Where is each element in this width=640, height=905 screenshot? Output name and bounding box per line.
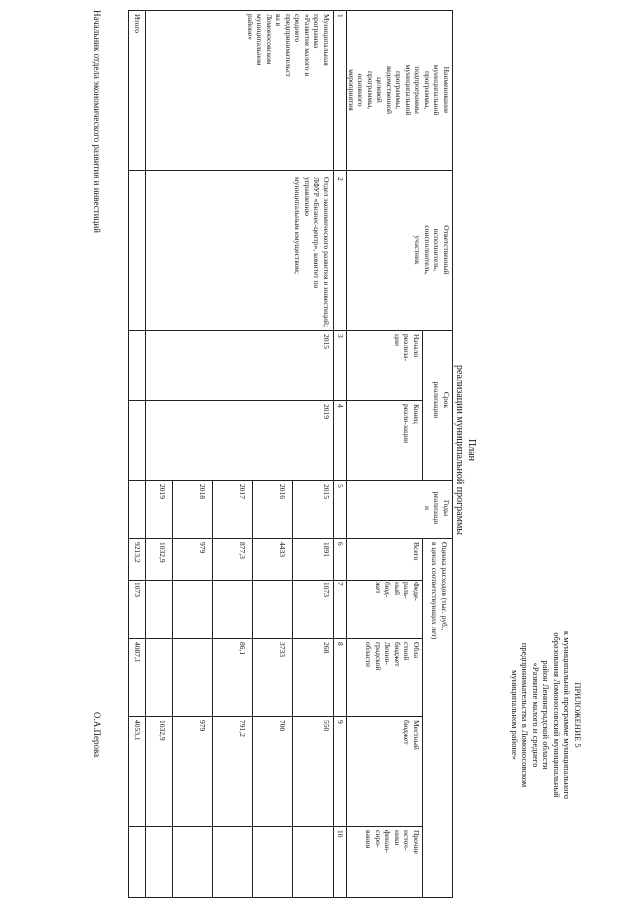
program-start: 2015 xyxy=(322,334,331,349)
totals-regional: 4087,1 xyxy=(133,642,142,663)
col-number-3: 3 xyxy=(336,334,345,338)
program-name: Муниципальная программа «Развитие малого и среднего предпринимательст ва в Ломоносовском муниципальном районе» xyxy=(246,14,331,77)
appendix-header: ПРИЛОЖЕНИЕ 5 к муниципальной программе муниципального образования Ломоносовский муниципальный район Ленинградской области «Развитие малого и среднего предпринимательства в Ломоносовском муниципальном районе» xyxy=(510,631,583,799)
header-term: Срок реализации xyxy=(432,381,451,419)
col-number-10: 10 xyxy=(336,830,345,838)
table-col-line xyxy=(128,170,453,171)
plan-title: План реализации муниципальной программы xyxy=(454,364,477,535)
row-year: 2016 xyxy=(278,484,287,499)
row-year: 2015 xyxy=(322,484,331,499)
row-regional: 268 xyxy=(322,642,331,654)
table-row-line xyxy=(346,10,347,898)
signer-position: Начальник отдела экономического развития и инвестиций xyxy=(92,10,102,233)
col-number-5: 5 xyxy=(336,484,345,488)
row-regional: 86,1 xyxy=(238,642,247,656)
implementation-plan-table xyxy=(128,10,453,898)
col-number-1: 1 xyxy=(336,14,345,18)
col-number-4: 4 xyxy=(336,404,345,408)
row-total: 1032,9 xyxy=(158,542,167,563)
row-total: 4433 xyxy=(278,542,287,557)
table-row-line xyxy=(212,480,213,898)
col-number-2: 2 xyxy=(336,177,345,181)
row-year: 2017 xyxy=(238,484,247,499)
header-years: Годы реализаци и xyxy=(423,491,451,525)
table-col-line xyxy=(128,538,453,539)
table-row-line xyxy=(292,480,293,898)
row-local: 550 xyxy=(322,720,331,732)
row-total: 877,3 xyxy=(238,542,247,559)
row-local: 1032,9 xyxy=(158,720,167,741)
signer-name: О.А.Перова xyxy=(92,712,102,758)
header-term-end: Конец реали-зации xyxy=(402,404,421,444)
row-year: 2019 xyxy=(158,484,167,499)
col-number-9: 9 xyxy=(336,720,345,724)
header-executor: Ответственный исполнитель, соисполнитель, участник xyxy=(413,225,451,275)
col-number-7: 7 xyxy=(336,582,345,586)
row-federal: 1073 xyxy=(322,582,331,597)
row-year: 2018 xyxy=(198,484,207,499)
table-col-line xyxy=(128,330,453,331)
row-local: 700 xyxy=(278,720,287,732)
table-row-line xyxy=(252,480,253,898)
row-local: 791,2 xyxy=(238,720,247,737)
table-border-right xyxy=(128,897,453,898)
header-total: Всего xyxy=(412,542,421,561)
header-regional: Обла стной бюджет Ленин- градской области xyxy=(364,642,421,671)
program-end: 2019 xyxy=(322,404,331,419)
row-total: 1891 xyxy=(322,542,331,557)
table-row-line xyxy=(422,538,423,898)
header-name: Наименование муниципальной программы, подпрограммы муниципальной программы, ведомственной целевой программы, основного мероприятия xyxy=(347,64,451,116)
col-number-8: 8 xyxy=(336,642,345,646)
table-row-line xyxy=(422,330,423,480)
totals-local: 4053,1 xyxy=(133,720,142,741)
totals-label: Итого xyxy=(133,14,142,33)
header-costs: Оценка расходов (тыс. руб., в ценах соответствующих лет) xyxy=(430,542,449,640)
program-executor: Отдел экономического развития и инвестиций; ЛФУР «Бизнес-центр», комитет по управлению муниципальным имуществом; xyxy=(293,177,331,327)
header-term-start: Начало реализа- ции xyxy=(393,334,421,362)
col-number-6: 6 xyxy=(336,542,345,546)
table-border-bottom xyxy=(128,10,129,898)
header-federal: Феде- раль- ный бюд- жет xyxy=(374,582,421,601)
row-local: 979 xyxy=(198,720,207,732)
row-total: 979 xyxy=(198,542,207,554)
table-border-left xyxy=(128,10,453,11)
table-border-top xyxy=(452,10,453,898)
header-other: Прочие источ- ники финан- сиро- вания xyxy=(364,830,421,854)
totals-federal: 1073 xyxy=(133,582,142,597)
row-regional: 3733 xyxy=(278,642,287,657)
table-row-line xyxy=(145,10,146,898)
totals-total: 9213,2 xyxy=(133,542,142,563)
table-row-line xyxy=(333,10,334,898)
header-local: Местный бюджет xyxy=(402,720,421,750)
table-col-line xyxy=(128,400,423,401)
table-row-line xyxy=(172,480,173,898)
table-col-line xyxy=(128,480,453,481)
